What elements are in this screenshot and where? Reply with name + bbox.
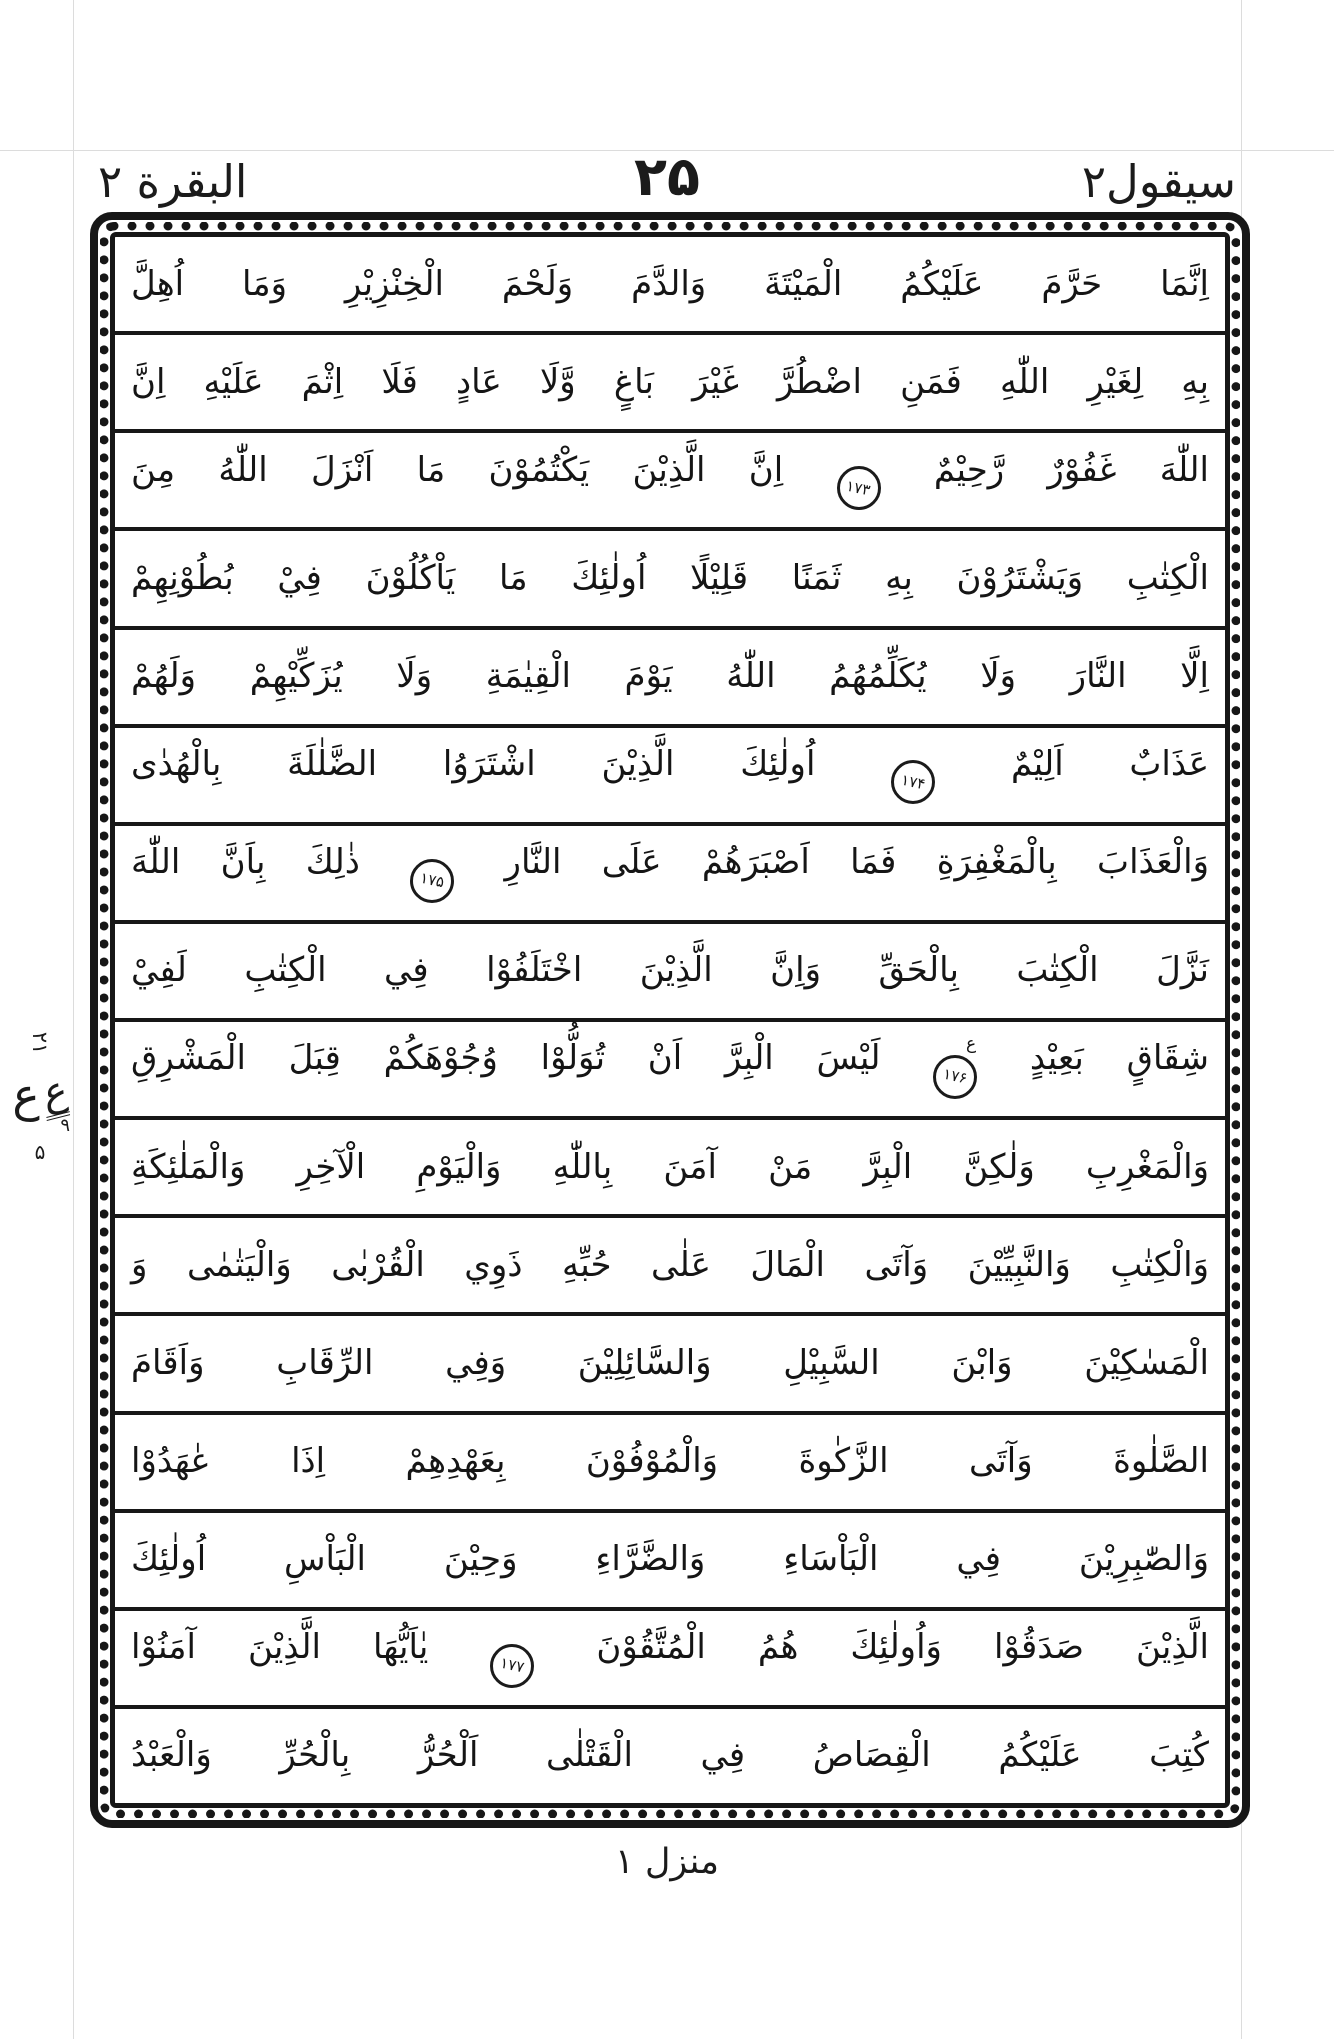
quran-line-12 (115, 1316, 1225, 1414)
quran-line-3 (115, 433, 1225, 531)
ayah-number: ۱۷۳ (844, 476, 873, 499)
manzil-label: منزل ۱ (615, 1842, 719, 1882)
ayah-end-marker (933, 1033, 977, 1099)
ruku-number-in-juz: ۵ (34, 1140, 46, 1164)
ayah-number: ۱۷۶ (941, 1065, 969, 1088)
quran-line-text: اِلَّا النَّارَ وَلَا يُكَلِّمُهُمُ اللّٰهُ يَوْمَ الْقِيٰمَةِ وَلَا يُزَكِّيْهِمْ وَلَهُمْ (131, 656, 1209, 697)
quran-line-10 (115, 1120, 1225, 1218)
quran-line-16 (115, 1709, 1225, 1803)
ayah-end-marker (410, 859, 454, 903)
quran-line-7 (115, 826, 1225, 924)
scan-guide-line-left (73, 0, 74, 2039)
ruku-ayah-count: ۹ (60, 1115, 70, 1136)
beaded-border (100, 222, 1240, 1818)
ruku-flourish-icon: ع (42, 1069, 70, 1121)
quran-line-text: وَالْمَغْرِبِ وَلٰكِنَّ الْبِرَّ مَنْ آمَنَ بِاللّٰهِ وَالْيَوْمِ الْآخِرِ وَالْمَلٰئِكَةِ (131, 1146, 1209, 1187)
quran-line-2 (115, 335, 1225, 433)
quran-line-text: عَذَابٌ اَلِيْمٌ ۱۷۴ اُولٰئِكَ الَّذِيْنَ اشْتَرَوُا الضَّلٰلَةَ بِالْهُدٰى (131, 745, 1209, 805)
quran-line-6 (115, 728, 1225, 826)
quran-line-text: وَالْكِتٰبِ وَالنَّبِيِّيْنَ وَآتَى الْمَالَ عَلٰى حُبِّهِ ذَوِي الْقُرْبٰى وَالْيَتٰمٰى وَ (131, 1244, 1209, 1285)
quran-line-8 (115, 924, 1225, 1022)
juz-name-label: سيقول۲ (1081, 155, 1236, 208)
quran-line-text: الَّذِيْنَ صَدَقُوْا وَاُولٰئِكَ هُمُ الْمُتَّقُوْنَ ۱۷۷ يٰاَيُّهَا الَّذِيْنَ آمَنُوْا (131, 1628, 1209, 1688)
quran-text-box (110, 232, 1230, 1808)
ruku-sign-icon: ع (966, 1033, 977, 1054)
quran-line-15 (115, 1611, 1225, 1709)
quran-line-14 (115, 1513, 1225, 1611)
quran-line-text: الصَّلٰوةَ وَآتَى الزَّكٰوةَ وَالْمُوْفُوْنَ بِعَهْدِهِمْ اِذَا عٰهَدُوْا (131, 1441, 1209, 1482)
ayah-end-marker (490, 1644, 534, 1688)
quran-line-9 (115, 1022, 1225, 1120)
quran-line-text: اللّٰهَ غَفُوْرٌ رَّحِيْمٌ ۱۷۳ اِنَّ الَّذِيْنَ يَكْتُمُوْنَ مَا اَنْزَلَ اللّٰهُ مِنَ (131, 451, 1209, 511)
ruku-ain-icon: ع (12, 1068, 40, 1122)
ayah-number: ۱۷۵ (418, 868, 447, 892)
quran-line-text: نَزَّلَ الْكِتٰبَ بِالْحَقِّ وَاِنَّ الَّذِيْنَ اخْتَلَفُوْا فِي الْكِتٰبِ لَفِيْ (131, 950, 1209, 991)
quran-line-4 (115, 531, 1225, 629)
quran-line-1 (115, 237, 1225, 335)
quran-line-text: كُتِبَ عَلَيْكُمُ الْقِصَاصُ فِي الْقَتْلٰى اَلْحُرُّ بِالْحُرِّ وَالْعَبْدُ (131, 1735, 1209, 1776)
surah-name-label: البقرة ۲ (98, 155, 248, 208)
quran-line-5 (115, 630, 1225, 728)
ayah-end-marker (891, 760, 935, 804)
quran-line-text: اِنَّمَا حَرَّمَ عَلَيْكُمُ الْمَيْتَةَ وَالدَّمَ وَلَحْمَ الْخِنْزِيْرِ وَمَا اُهِلَّ (131, 263, 1209, 304)
quran-line-text: وَالْعَذَابَ بِالْمَغْفِرَةِ فَمَا اَصْبَرَهُمْ عَلَى النَّارِ ۱۷۵ ذٰلِكَ بِاَنَّ اللّٰهَ (131, 843, 1209, 903)
quran-line-13 (115, 1415, 1225, 1513)
quran-line-text: الْمَسٰكِيْنَ وَابْنَ السَّبِيْلِ وَالسَّائِلِيْنَ وَفِي الرِّقَابِ وَاَقَامَ (131, 1342, 1209, 1383)
ruku-margin-marker (2, 1028, 78, 1164)
ayah-end-marker (837, 466, 881, 510)
ayah-number: ۱۷۷ (498, 1653, 527, 1677)
ayah-number: ۱۷۴ (899, 770, 927, 794)
quran-line-text: بِهِ لِغَيْرِ اللّٰهِ فَمَنِ اضْطُرَّ غَيْرَ بَاغٍ وَّلَا عَادٍ فَلَا اِثْمَ عَلَيْهِ اِنَّ (131, 361, 1209, 402)
page-number: ۲۵ (634, 145, 700, 208)
quran-line-text: وَالصّٰبِرِيْنَ فِي الْبَاْسَاءِ وَالضَّرَّاءِ وَحِيْنَ الْبَاْسِ اُولٰئِكَ (131, 1539, 1209, 1580)
quran-line-text: الْكِتٰبِ وَيَشْتَرُوْنَ بِهِ ثَمَنًا قَلِيْلًا اُولٰئِكَ مَا يَاْكُلُوْنَ فِيْ بُطُوْنِهِمْ (131, 557, 1209, 598)
quran-line-text: شِقَاقٍ بَعِيْدٍ ۱۷۶ ع لَيْسَ الْبِرَّ اَنْ تُوَلُّوْا وُجُوْهَكُمْ قِبَلَ الْمَشْرِقِ (131, 1039, 1209, 1099)
quran-line-11 (115, 1218, 1225, 1316)
decorative-frame (90, 212, 1250, 1828)
ruku-number-in-surah: ۲۱ (28, 1031, 52, 1055)
